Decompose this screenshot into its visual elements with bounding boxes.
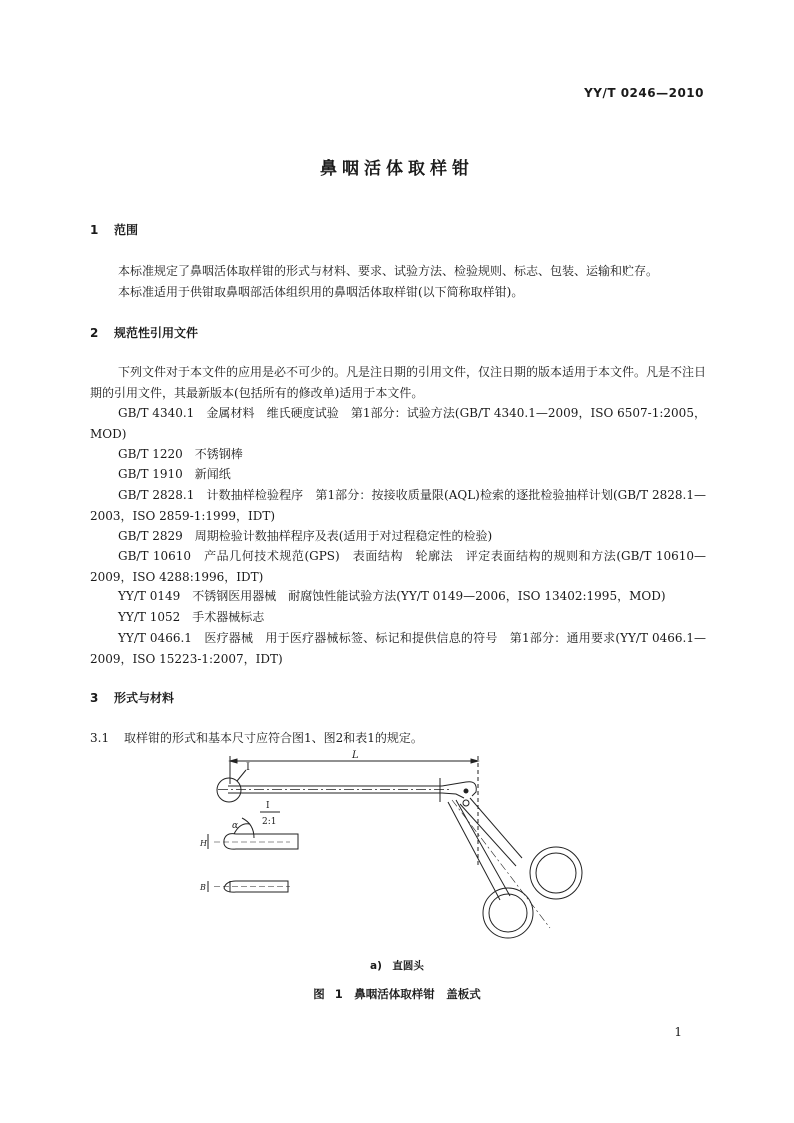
- reference-item: GB/T 1910 新闻纸: [118, 467, 231, 481]
- pivot-pin: [464, 789, 468, 793]
- standard-code: YY/T 0246—2010: [584, 86, 704, 100]
- arrow-head: [230, 759, 237, 763]
- reference-item: GB/T 2828.1 计数抽样检验程序 第1部分：按接收质量限(AQL)检索的逐批检验抽样计划(GB/T 2828.1—2003，ISO 2859-1:1999，IDT): [90, 488, 706, 523]
- angle-arc: [242, 818, 254, 838]
- section-1-paragraph: 本标准适用于供钳取鼻咽部活体组织用的鼻咽活体取样钳(以下简称取样钳)。: [118, 285, 524, 299]
- b-label: B: [200, 883, 206, 892]
- detail-label: I: [246, 762, 250, 773]
- handle-bend: [442, 793, 464, 798]
- section-3-heading: [90, 689, 174, 706]
- section-title: 规范性引用文件: [114, 326, 199, 340]
- jaw-detail: [224, 834, 298, 850]
- length-label: L: [352, 750, 359, 761]
- subclause-number: 3.1: [90, 731, 110, 745]
- figure-caption: 图 1 鼻咽活体取样钳 盖板式: [313, 987, 481, 1001]
- handle-arm: [456, 800, 510, 896]
- reference-item: GB/T 4340.1 金属材料 维氏硬度试验 第1部分：试验方法(GB/T 4340.1—2009，ISO 6507-1:2005，MOD): [90, 406, 706, 441]
- section-2-heading: [90, 324, 198, 341]
- figure-subcaption: a) 直圆头: [370, 960, 424, 972]
- finger-ring-inner: [536, 853, 576, 893]
- section-number: 2: [90, 326, 99, 340]
- reference-item: YY/T 1052 手术器械标志: [118, 610, 265, 624]
- thumb-ring-inner: [489, 894, 527, 932]
- section-title: 形式与材料: [114, 691, 175, 705]
- section-1-heading: [90, 221, 138, 238]
- section-1-paragraph: 本标准规定了鼻咽活体取样钳的形式与材料、要求、试验方法、检验规则、标志、包装、运输和贮存。: [118, 264, 659, 278]
- detail-circle: [217, 778, 241, 802]
- scale-label-top: I: [266, 801, 270, 811]
- section-title: 范围: [114, 223, 139, 237]
- section-2-intro: 下列文件对于本文件的应用是必不可少的。凡是注日期的引用文件，仅注日期的版本适用于本文件。凡是不注日期的引用文件，其最新版本(包括所有的修改单)适用于本文件。: [90, 365, 707, 400]
- finger-ring: [530, 847, 582, 899]
- pivot-screw: [463, 800, 469, 806]
- reference-item: GB/T 2829 周期检验计数抽样程序及表(适用于对过程稳定性的检验): [118, 529, 493, 543]
- reference-item: GB/T 1220 不锈钢棒: [118, 447, 243, 461]
- scale-label-bottom: 2:1: [262, 817, 277, 827]
- document-title: 鼻咽活体取样钳: [320, 159, 474, 179]
- reference-item: GB/T 10610 产品几何技术规范(GPS) 表面结构 轮廓法 评定表面结构的规则和方法(GB/T 10610—2009，ISO 4288:1996，IDT): [90, 549, 706, 584]
- angle-label: α: [232, 821, 239, 831]
- reference-item: YY/T 0466.1 医疗器械 用于医疗器械标签、标记和提供信息的符号 第1部分：通用要求(YY/T 0466.1—2009，ISO 15223-1:2007，IDT): [90, 631, 706, 666]
- leader-line: [237, 770, 246, 781]
- thumb-ring: [483, 888, 533, 938]
- reference-item: YY/T 0149 不锈钢医用器械 耐腐蚀性能试验方法(YY/T 0149—2006，ISO 13402:1995，MOD): [118, 589, 666, 603]
- h-label: H: [200, 839, 207, 848]
- section-number: 3: [90, 691, 99, 705]
- handle-arm: [448, 802, 500, 900]
- subclause-3-1: [90, 729, 706, 746]
- arrow-head: [471, 759, 478, 763]
- page-number: 1: [674, 1025, 682, 1039]
- section-number: 1: [90, 223, 99, 237]
- subclause-text: 取样钳的形式和基本尺寸应符合图1、图2和表1的规定。: [124, 731, 423, 745]
- forceps-drawing: [190, 748, 610, 948]
